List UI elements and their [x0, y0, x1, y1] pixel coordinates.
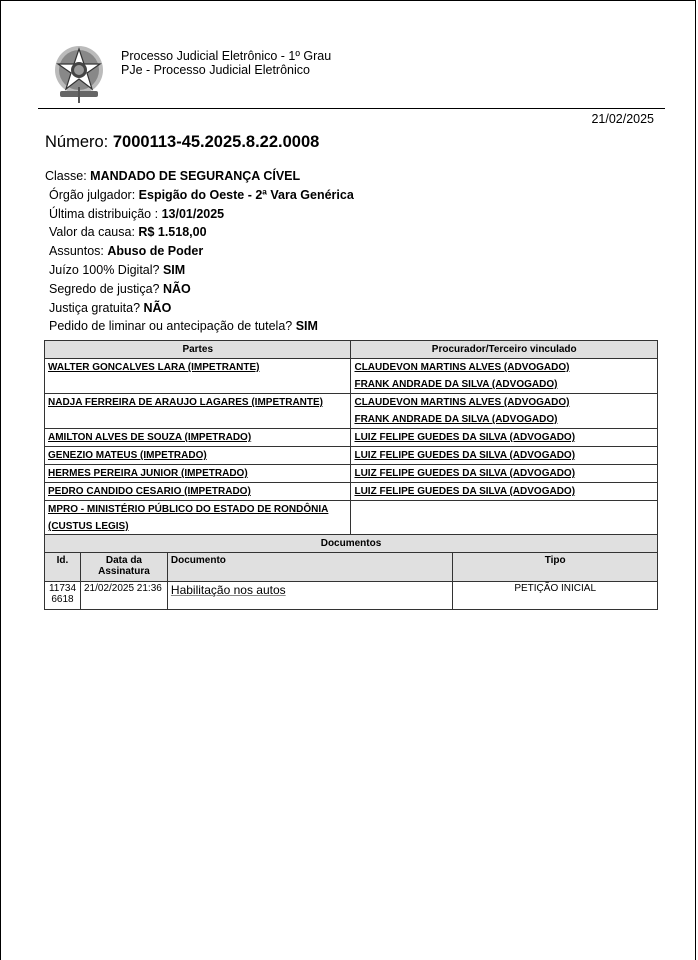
process-fields: [45, 167, 354, 336]
attorney-name: FRANK ANDRADE DA SILVA (ADVOGADO): [354, 414, 558, 425]
header-divider: [38, 108, 665, 109]
document-date: 21/02/2025: [591, 112, 654, 126]
header-line1: Processo Judicial Eletrônico - 1º Grau: [121, 49, 332, 63]
attorney-name: LUIZ FELIPE GUEDES DA SILVA (ADVOGADO): [354, 468, 576, 479]
parts-header-row: [45, 341, 658, 359]
attorney-name: CLAUDEVON MARTINS ALVES (ADVOGADO): [354, 362, 570, 373]
field-classe: Classe: MANDADO DE SEGURANÇA CÍVEL: [45, 169, 301, 183]
doc-date: 21/02/2025 21:36: [80, 582, 167, 610]
documents-title-row: [45, 535, 658, 553]
party-name: GENEZIO MATEUS (IMPETRADO): [48, 450, 207, 461]
column-header-id: Id.: [45, 553, 81, 582]
process-number-value: 7000113-45.2025.8.22.0008: [112, 133, 320, 151]
documents-header-row: [45, 553, 658, 582]
table-row: [45, 447, 658, 465]
header-line2: PJe - Processo Judicial Eletrônico: [121, 63, 310, 77]
field-justica-gratuita: Justiça gratuita? NÃO: [49, 300, 172, 315]
column-header-partes: Partes: [45, 341, 351, 359]
party-name: NADJA FERREIRA DE ARAUJO LAGARES (IMPETRANTE): [48, 397, 324, 408]
field-valor-causa: Valor da causa: R$ 1.518,00: [49, 225, 207, 240]
process-number-label: Número:: [45, 133, 109, 151]
attorney-name: LUIZ FELIPE GUEDES DA SILVA (ADVOGADO): [354, 432, 576, 443]
parts-table: [44, 340, 658, 536]
table-row: [45, 465, 658, 483]
column-header-tipo: Tipo: [453, 553, 658, 582]
documents-title: Documentos: [45, 535, 658, 553]
table-row: [45, 359, 658, 394]
party-name: MPRO - MINISTÉRIO PÚBLICO DO ESTADO DE RONDÔNIA: [48, 504, 329, 515]
process-number: [45, 133, 319, 152]
party-name-cont: (CUSTUS LEGIS): [48, 521, 129, 532]
table-row: [45, 394, 658, 429]
party-name: AMILTON ALVES DE SOUZA (IMPETRADO): [48, 432, 252, 443]
field-ultima-distribuicao: Última distribuição : 13/01/2025: [49, 206, 225, 221]
party-name: PEDRO CANDIDO CESARIO (IMPETRADO): [48, 486, 251, 497]
column-header-data: Data da Assinatura: [80, 553, 167, 582]
documents-table: [44, 534, 658, 610]
table-row: [45, 483, 658, 501]
party-name: HERMES PEREIRA JUNIOR (IMPETRADO): [48, 468, 248, 479]
party-name: WALTER GONCALVES LARA (IMPETRANTE): [48, 362, 260, 373]
doc-type: PETIÇÃO INICIAL: [453, 582, 658, 610]
attorney-name: FRANK ANDRADE DA SILVA (ADVOGADO): [354, 379, 558, 390]
table-row: [45, 501, 658, 536]
brazil-coat-of-arms-icon: [52, 43, 106, 105]
attorney-name: LUIZ FELIPE GUEDES DA SILVA (ADVOGADO): [354, 450, 576, 461]
table-row: [45, 582, 658, 610]
column-header-documento: Documento: [167, 553, 452, 582]
document-link[interactable]: Habilitação nos autos: [170, 583, 286, 597]
column-header-procurador: Procurador/Terceiro vinculado: [351, 341, 658, 359]
field-juizo-digital: Juízo 100% Digital? SIM: [49, 262, 186, 277]
table-row: [45, 429, 658, 447]
empty-cell: [351, 501, 658, 536]
doc-id: 11734 6618: [45, 582, 81, 610]
field-pedido-liminar: Pedido de liminar ou antecipação de tutela? SIM: [49, 319, 318, 334]
attorney-name: LUIZ FELIPE GUEDES DA SILVA (ADVOGADO): [354, 486, 576, 497]
header-title: [121, 49, 331, 77]
field-segredo-justica: Segredo de justiça? NÃO: [49, 281, 191, 296]
attorney-name: CLAUDEVON MARTINS ALVES (ADVOGADO): [354, 397, 570, 408]
field-orgao-julgador: Órgão julgador: Espigão do Oeste - 2ª Vara Genérica: [49, 187, 354, 202]
field-assuntos: Assuntos: Abuso de Poder: [49, 244, 204, 259]
